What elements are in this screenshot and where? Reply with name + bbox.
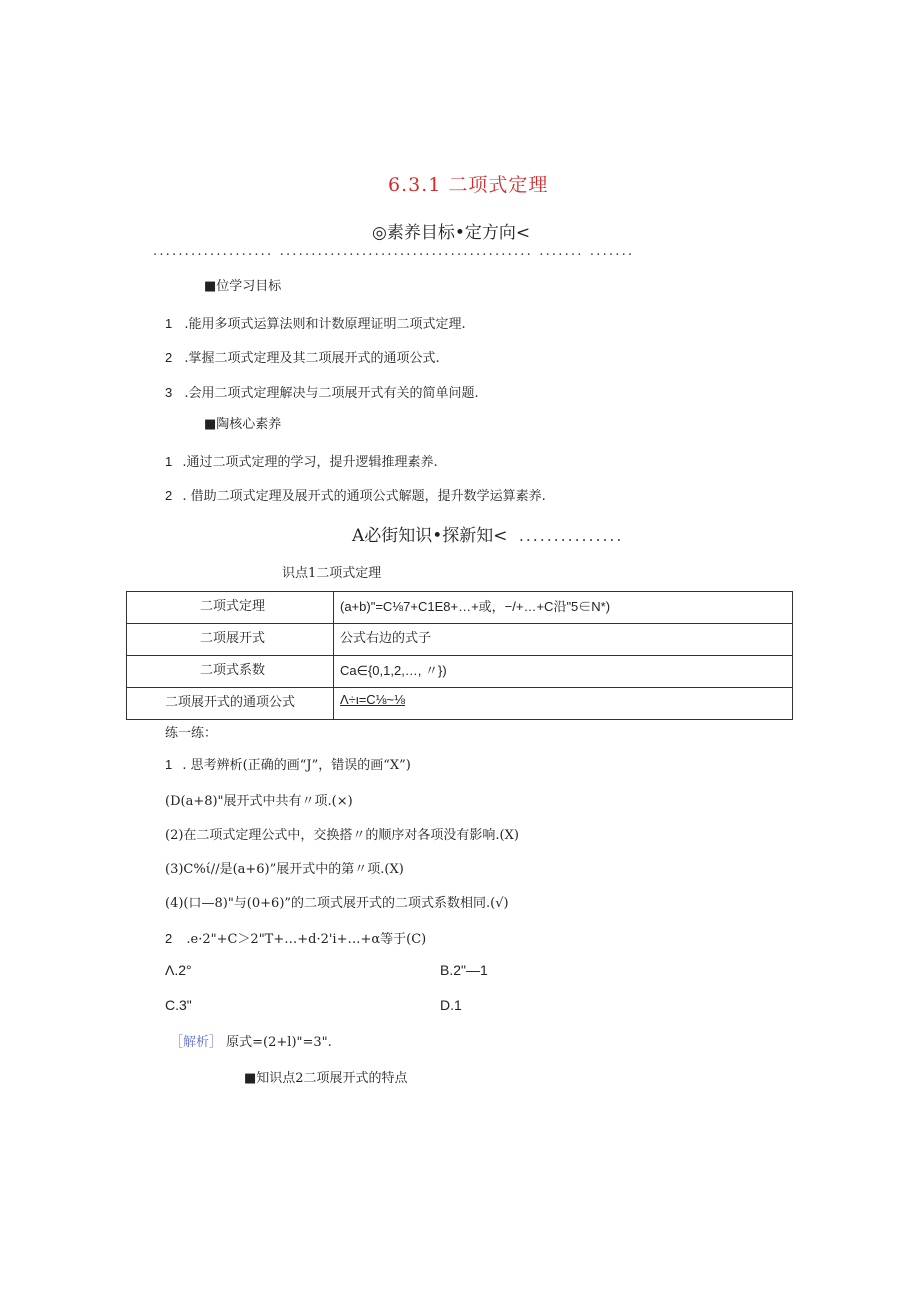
option-a: Λ.2° <box>165 962 192 978</box>
option-b: B.2"—1 <box>440 962 488 978</box>
question-1 <box>165 754 411 773</box>
core-number: 1 <box>165 454 173 469</box>
knowledge-point-1-label: 识点1二项式定理 <box>282 566 382 581</box>
core-item-1 <box>165 451 438 470</box>
table-cell-value: 公式右边的式子 <box>334 624 793 656</box>
judgment-item-4: (4)(口—8)"与(0+6)”的二项式展开式的二项式系数相同.(√) <box>165 896 509 911</box>
goal-number: 2 <box>165 350 173 365</box>
question-2 <box>165 928 426 947</box>
core-text: . 借助二项式定理及展开式的通项公式解题，提升数学运算素养. <box>182 489 546 504</box>
core-number: 2 <box>165 488 173 503</box>
goal-item-2 <box>165 347 440 366</box>
table-cell-name: 二项式系数 <box>127 656 334 688</box>
analysis-tag: ［解析］ <box>170 1035 223 1050</box>
core-text: .通过二项式定理的学习，提升逻辑推理素养. <box>182 455 438 470</box>
practice-label: 练一练： <box>165 726 218 741</box>
goal-item-1 <box>165 313 466 332</box>
binomial-theorem-table <box>126 591 793 720</box>
table-row <box>127 624 793 656</box>
table-cell-name: 二项式定理 <box>127 592 334 624</box>
section-heading-text: A必街知识•探新知< <box>352 526 508 546</box>
judgment-item-3: (3)C%ί//是(a+6)”展开式中的第〃项.(X) <box>165 862 404 877</box>
section-heading-knowledge <box>352 521 624 546</box>
page-title: 6.3.1 二项式定理 <box>388 174 549 196</box>
option-c: C.3" <box>165 997 192 1013</box>
dotted-divider: ................... ........................................ ....... ....... <box>153 244 635 259</box>
option-d: D.1 <box>440 997 462 1013</box>
knowledge-point-2-label: ■知识点2二项展开式的特点 <box>244 1071 408 1086</box>
judgment-item-1: (D(a+8)"展开式中共有〃项.(×) <box>165 794 353 809</box>
goal-number: 1 <box>165 316 173 331</box>
table-cell-value: (a+b)"=C⅛7+C1E8+…+或，−/+…+C沿"5∈N*) <box>334 592 793 624</box>
question-text: . 思考辨析(正确的画“J”，错误的画“X”) <box>182 758 411 773</box>
table-row <box>127 688 793 720</box>
goal-text: .能用多项式运算法则和计数原理证明二项式定理. <box>184 317 466 332</box>
table-cell-value: Ca∈{0,1,2,…, 〃}) <box>334 656 793 688</box>
judgment-item-2: (2)在二项式定理公式中，交换搭〃的顺序对各项没有影响.(X) <box>165 828 519 843</box>
question-text: .e·2"+C＞2"T+…+d·2'i+…+α等于(C) <box>186 932 427 947</box>
analysis <box>170 1031 332 1050</box>
core-literacy-label: ■陶核心素养 <box>204 417 282 432</box>
analysis-text: 原式=(2+l)"=3". <box>226 1035 332 1050</box>
table-row <box>127 592 793 624</box>
goal-text: .会用二项式定理解决与二项展开式有关的简单问题. <box>184 386 479 401</box>
table-cell-value: Λ÷ι=C⅛~⅛ <box>334 688 793 720</box>
question-number: 2 <box>165 931 173 946</box>
goal-number: 3 <box>165 385 173 400</box>
table-cell-name: 二项展开式的通项公式 <box>127 688 334 720</box>
goal-text: .掌握二项式定理及其二项展开式的通项公式. <box>184 351 440 366</box>
dotted-trail: ............... <box>518 527 624 545</box>
table-row <box>127 656 793 688</box>
goal-item-3 <box>165 382 479 401</box>
table-cell-name: 二项展开式 <box>127 624 334 656</box>
section-heading-goals: ◎素养目标•定方向< <box>372 223 531 243</box>
question-number: 1 <box>165 757 173 772</box>
core-item-2 <box>165 485 546 504</box>
learning-goals-label: ■位学习目标 <box>204 279 282 294</box>
